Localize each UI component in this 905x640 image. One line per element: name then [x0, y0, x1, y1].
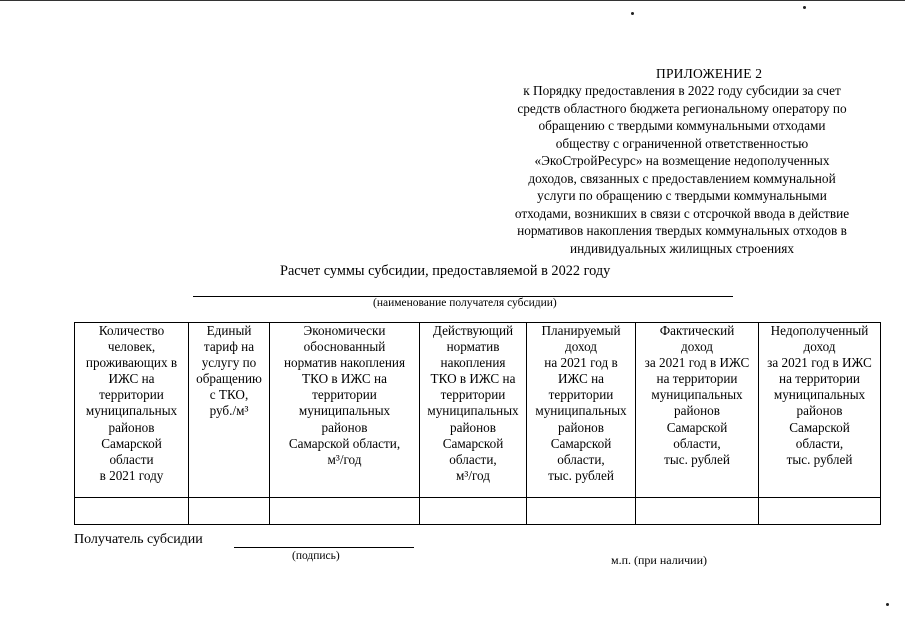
- header-text-line: доход: [565, 339, 597, 355]
- header-text-line: Недополученный: [770, 323, 869, 338]
- appendix-line: средств областного бюджета региональному оператору по: [517, 100, 847, 116]
- header-text-line: муниципальных: [773, 387, 866, 403]
- header-text-line: тариф на: [203, 339, 255, 355]
- header-text-line: на территории: [656, 371, 738, 387]
- header-text-line: территории: [548, 387, 614, 403]
- header-text-line: доход: [681, 339, 713, 355]
- header-text-line: норматив: [446, 339, 500, 355]
- table-cell[interactable]: [759, 498, 881, 525]
- signature-line[interactable]: [234, 547, 414, 548]
- header-lost-income: [759, 323, 881, 498]
- header-text-line: тыс. рублей: [786, 451, 853, 467]
- header-text-line: Действующий: [432, 323, 514, 338]
- header-text-line: м³/год: [327, 451, 362, 467]
- header-economic-norm: [270, 323, 420, 498]
- header-text-line: обоснованный: [303, 339, 386, 355]
- header-text-line: ТКО в ИЖС на: [430, 371, 516, 387]
- header-text-line: услугу по: [201, 355, 257, 371]
- header-text-line: в 2021 году: [99, 467, 164, 483]
- scan-speck: [803, 6, 806, 9]
- table-row: [75, 498, 881, 525]
- header-text-line: за 2021 год в ИЖС: [767, 355, 872, 371]
- header-text-line: накопления: [440, 355, 506, 371]
- signature-caption: (подпись): [292, 550, 340, 562]
- header-current-norm: [420, 323, 527, 498]
- header-text-line: ИЖС на: [557, 371, 604, 387]
- appendix-title: ПРИЛОЖЕНИЕ 2: [656, 66, 763, 81]
- header-text-line: территории: [440, 387, 506, 403]
- appendix-line: «ЭкоСтройРесурс» на возмещение недополученных: [534, 153, 830, 168]
- header-text-line: тыс. рублей: [548, 467, 614, 483]
- header-text-line: области: [109, 451, 154, 467]
- header-text-line: за 2021 год в ИЖС: [644, 355, 750, 371]
- header-text-line: Самарской области,: [288, 435, 401, 451]
- header-text-line: территории: [99, 387, 164, 403]
- table-cell[interactable]: [420, 498, 527, 525]
- header-text-line: с ТКО,: [209, 387, 249, 403]
- header-text-line: области,: [673, 435, 721, 451]
- appendix-line: услуги по обращению с твердыми коммунальными: [537, 188, 827, 203]
- header-text-line: районов: [674, 403, 720, 419]
- header-text-line: районов: [796, 403, 843, 419]
- header-text-line: Планируемый: [541, 323, 621, 338]
- scan-speck: [886, 603, 889, 606]
- header-text-line: Самарской: [442, 435, 504, 451]
- header-text-line: ИЖС на: [108, 371, 155, 387]
- header-text-line: м³/год: [456, 467, 490, 483]
- signature-label: Получатель субсидии: [74, 532, 203, 547]
- header-text-line: человек,: [107, 339, 156, 355]
- table-header-row: [75, 323, 881, 498]
- calculation-title: Расчет суммы субсидии, предоставляемой в 2022 году: [280, 263, 611, 279]
- appendix-line: обращению с твердыми коммунальными отходами: [538, 118, 826, 133]
- header-text-line: районов: [558, 419, 604, 435]
- header-text-line: районов: [321, 419, 368, 435]
- header-text-line: руб./м³: [209, 403, 249, 419]
- appendix-line: к Порядку предоставления в 2022 году субсидии за счет: [523, 83, 841, 98]
- subsidy-calculation-table: [74, 322, 881, 525]
- header-text-line: обращению: [196, 371, 262, 387]
- header-text-line: муниципальных: [535, 403, 627, 419]
- header-text-line: муниципальных: [651, 387, 743, 403]
- table-cell[interactable]: [527, 498, 636, 525]
- appendix-line: обществу с ограниченной ответственностью: [555, 135, 809, 151]
- scan-speck: [631, 12, 634, 15]
- appendix-line: отходами, возникших в связи с отсрочкой ввода в действие: [514, 205, 850, 221]
- appendix-description: [478, 82, 886, 257]
- header-actual-income: [636, 323, 759, 498]
- table-cell[interactable]: [636, 498, 759, 525]
- table-cell[interactable]: [189, 498, 270, 525]
- header-text-line: Количество: [98, 323, 165, 338]
- header-text-line: на территории: [779, 371, 860, 387]
- header-text-line: территории: [312, 387, 377, 403]
- header-planned-income: [527, 323, 636, 498]
- header-text-line: области,: [449, 451, 497, 467]
- header-residents-count: [75, 323, 189, 498]
- header-text-line: Фактический: [659, 323, 735, 338]
- header-text-line: Самарской: [101, 435, 162, 451]
- header-text-line: Самарской: [666, 419, 728, 435]
- seal-caption: м.п. (при наличии): [611, 553, 707, 567]
- header-text-line: муниципальных: [298, 403, 391, 419]
- header-text-line: Единый: [206, 323, 252, 338]
- header-text-line: Самарской: [789, 419, 850, 435]
- header-text-line: области,: [795, 435, 844, 451]
- header-text-line: проживающих в: [85, 355, 178, 371]
- header-text-line: районов: [108, 419, 155, 435]
- header-text-line: муниципальных: [85, 403, 178, 419]
- header-text-line: Самарской: [550, 435, 612, 451]
- header-text-line: муниципальных: [427, 403, 519, 419]
- appendix-line: нормативов накопления твердых коммунальных отходов в: [517, 223, 847, 238]
- header-unified-tariff: [189, 323, 270, 498]
- table-cell[interactable]: [270, 498, 420, 525]
- header-text-line: районов: [450, 419, 496, 435]
- scan-top-edge: [0, 0, 905, 3]
- header-text-line: норматив накопления: [283, 355, 406, 371]
- recipient-name-caption: (наименование получателя субсидии): [373, 297, 557, 309]
- header-text-line: тыс. рублей: [664, 451, 730, 467]
- header-text-line: ТКО в ИЖС на: [302, 371, 387, 387]
- appendix-line: доходов, связанных с предоставлением коммунальной: [528, 170, 836, 186]
- appendix-line: индивидуальных жилищных строениях: [569, 240, 795, 256]
- header-text-line: области,: [557, 451, 605, 467]
- header-text-line: доход: [803, 339, 836, 355]
- header-text-line: на 2021 год в: [544, 355, 618, 371]
- table-cell[interactable]: [75, 498, 189, 525]
- header-text-line: Экономически: [303, 323, 386, 338]
